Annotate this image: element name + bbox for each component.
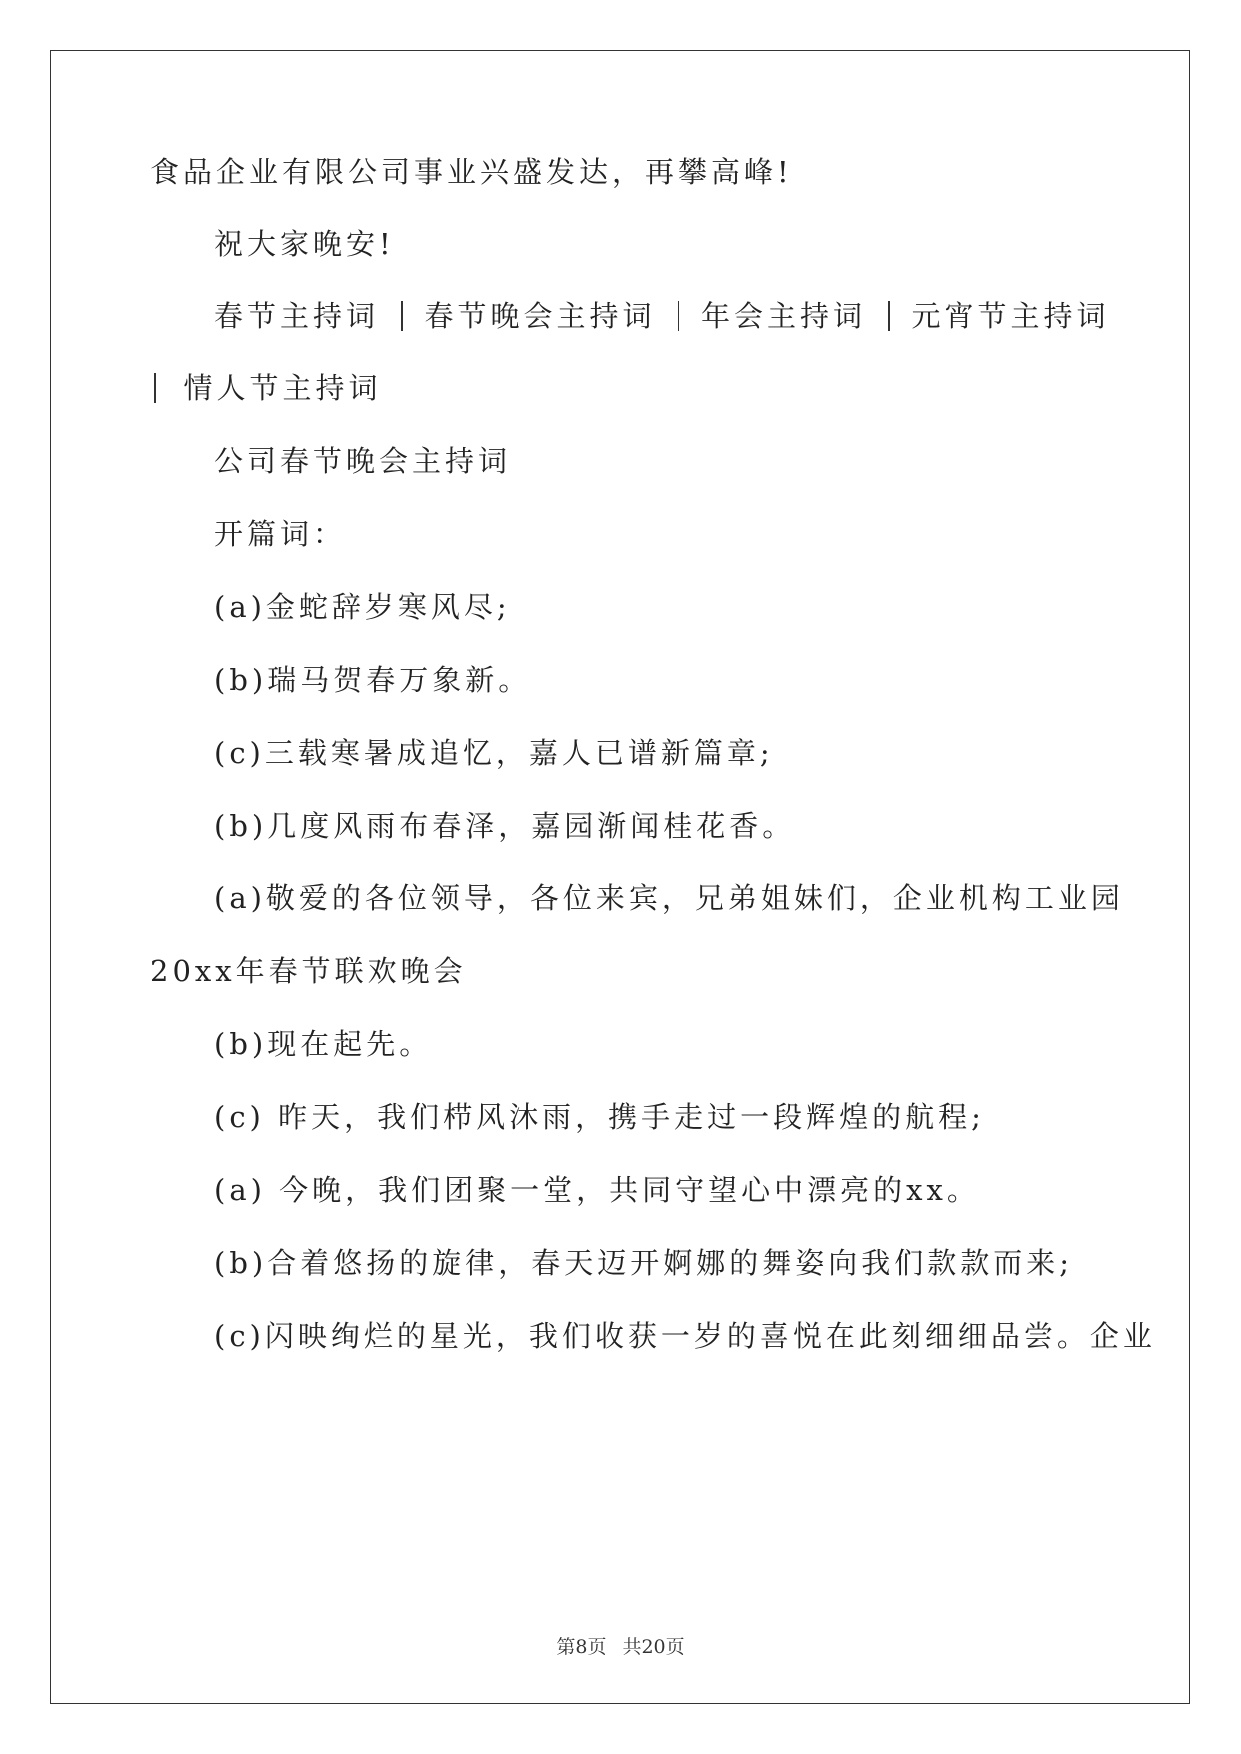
link-lantern-festival-host[interactable]: 元宵节主持词: [911, 299, 1110, 333]
text-line-8: (b)几度风雨布春泽，嘉园渐闻桂花香。: [214, 809, 796, 843]
text-line-11: (b)现在起先。: [214, 1027, 433, 1061]
separator: [678, 301, 680, 331]
link-valentines-host[interactable]: 情人节主持词: [183, 371, 382, 405]
page-number: 第8页: [556, 1636, 607, 1658]
link-spring-gala-host[interactable]: 春节晚会主持词: [424, 299, 656, 333]
separator: [154, 373, 156, 403]
text-line-4: 开篇词：: [214, 517, 347, 551]
related-links-row-1: [214, 298, 1110, 334]
page-footer: [0, 1632, 1241, 1659]
text-line-1: 食品企业有限公司事业兴盛发达，再攀高峰!: [150, 155, 793, 189]
text-line-5: (a)金蛇辞岁寒风尽;: [214, 590, 511, 624]
related-links-row-2: [150, 370, 382, 406]
text-line-14: (b)合着悠扬的旋律，春天迈开婀娜的舞姿向我们款款而来;: [214, 1246, 1073, 1280]
text-line-15: (c)闪映绚烂的星光，我们收获一岁的喜悦在此刻细细品尝。企业: [214, 1319, 1156, 1353]
text-line-12: (c) 昨天，我们栉风沐雨，携手走过一段辉煌的航程;: [214, 1100, 985, 1134]
text-line-7: (c)三载寒暑成追忆，嘉人已谱新篇章;: [214, 736, 774, 770]
text-line-10: 20xx年春节联欢晚会: [150, 954, 467, 988]
separator: [888, 301, 890, 331]
text-line-6: (b)瑞马贺春万象新。: [214, 663, 532, 697]
text-line-2: 祝大家晚安!: [214, 227, 395, 261]
text-line-13: (a) 今晚，我们团聚一堂，共同守望心中漂亮的xx。: [214, 1173, 980, 1207]
link-spring-festival-host[interactable]: 春节主持词: [214, 299, 380, 333]
separator: [401, 301, 403, 331]
text-line-9: (a)敬爱的各位领导，各位来宾，兄弟姐妹们，企业机构工业园: [214, 881, 1124, 915]
link-annual-meeting-host[interactable]: 年会主持词: [701, 299, 867, 333]
text-line-3: 公司春节晚会主持词: [214, 444, 512, 478]
page-total: 共20页: [622, 1636, 685, 1658]
